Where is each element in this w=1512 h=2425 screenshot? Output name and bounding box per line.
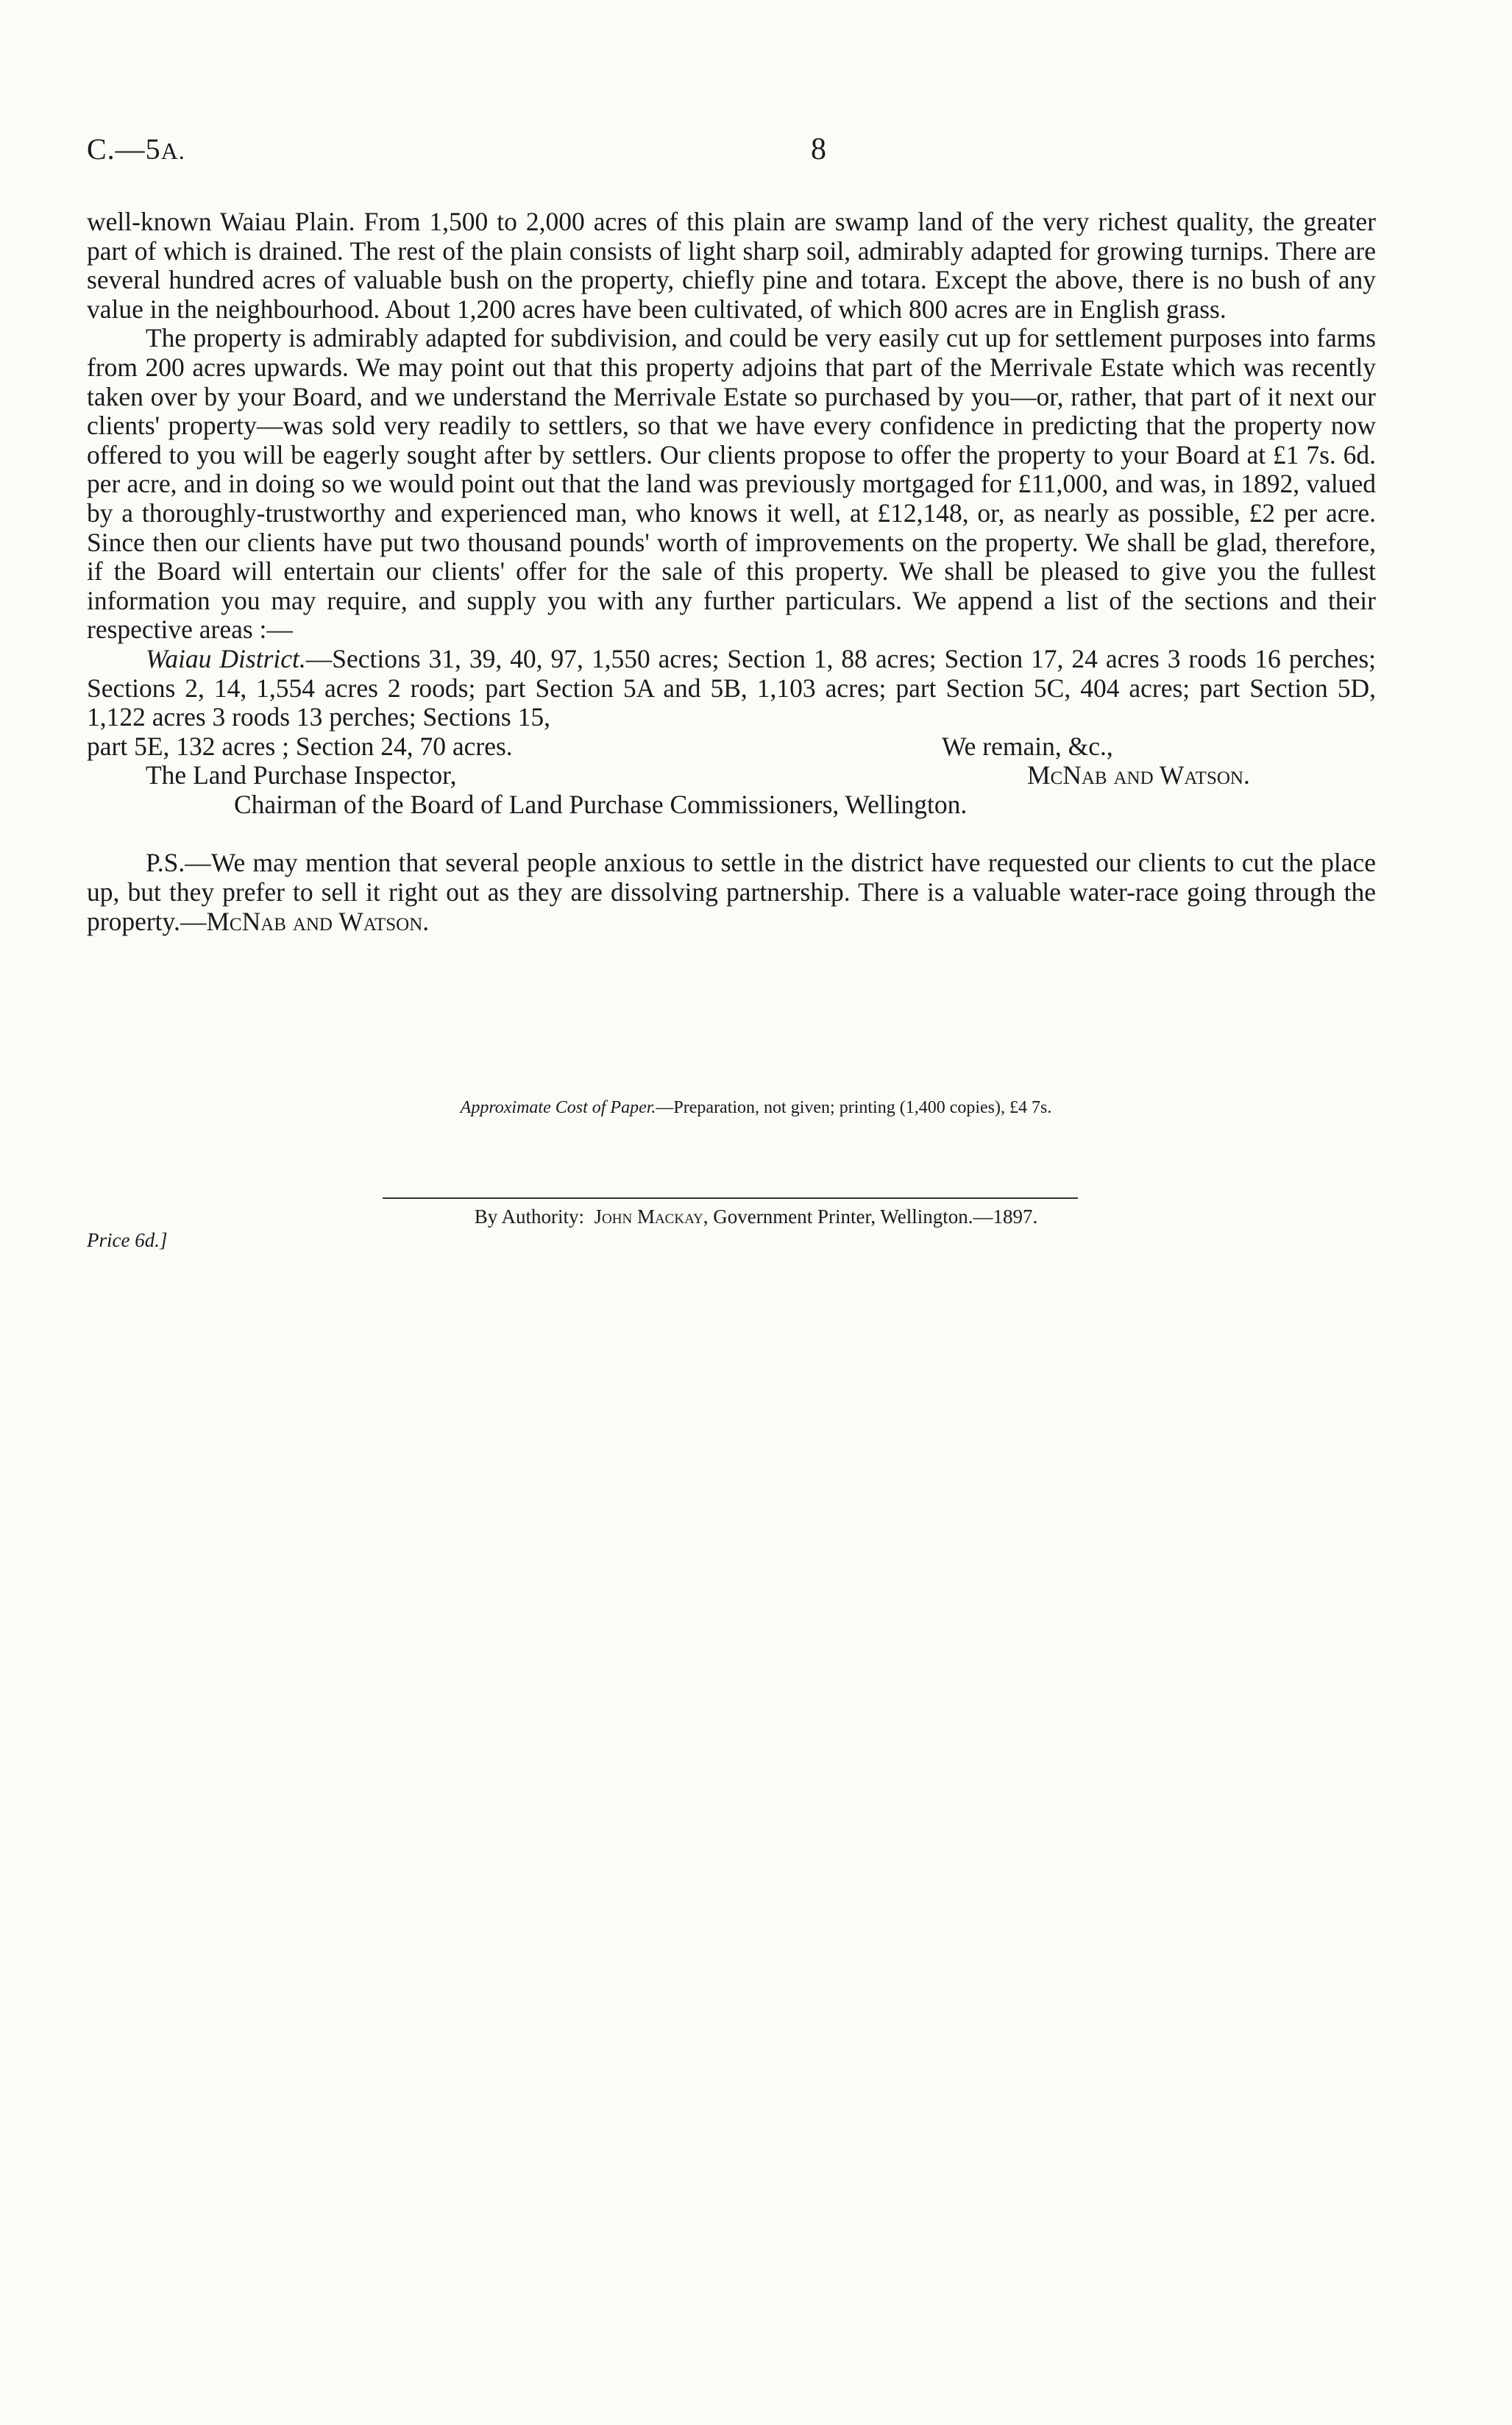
postscript-signature: McNab and Watson. <box>206 906 430 936</box>
recipient: The Land Purchase Inspector, <box>146 760 457 790</box>
sections-closing-line <box>87 732 1376 762</box>
document-reference: C.—5A. <box>87 132 185 166</box>
sections-last-line: part 5E, 132 acres ; Section 24, 70 acres. <box>87 731 513 761</box>
letter-body <box>87 208 1376 936</box>
printer-authority: By Authority: John Mackay, Government Printer, Wellington.—1897. <box>474 1206 1038 1228</box>
paragraph-sections-list: Waiau District.—Sections 31, 39, 40, 97, 1,550 acres; Section 1, 88 acres; Section 17, 24 acres 3 roods 16 perches; Sections 2, 14, 1,554 acres 2 roods; part Section 5A and 5B, 1,103 acres; part Section 5C, 404 acres; part Section 5D, 1,122 acres 3 roods 13 perches; Sections 15, <box>87 643 1377 732</box>
paragraph-waiau-plain: well-known Waiau Plain. From 1,500 to 2,000 acres of this plain are swamp land of the very richest quality, the greater part of which is drained. The rest of the plain consists of light sharp soil, admirably adapted for growing turnips. There are several hundred acres of valuable bush on the property, chiefly pine and totara. Except the above, there is no bush of any value in the neighbourhood. About 1,200 acres have been cultivated, of which 800 acres are in English grass. <box>87 207 1376 324</box>
page-header <box>87 131 1433 175</box>
closing-phrase: We remain, &c., <box>942 731 1113 761</box>
cost-of-paper-note: Approximate Cost of Paper.—Preparation, not given; printing (1,400 copies), £4 7s. <box>460 1098 1052 1117</box>
printer-name: John Mackay <box>594 1206 703 1228</box>
chairman-title: Chairman of the Board of Land Purchase Commissioners, Wellington. <box>234 789 968 819</box>
recipient-line <box>87 761 1376 790</box>
page-number: 8 <box>811 132 826 166</box>
price-label: Price 6d.] <box>87 1229 168 1251</box>
district-label: Waiau District. <box>146 643 306 673</box>
signature: McNab and Watson. <box>1027 760 1250 790</box>
postscript: P.S.—We may mention that several people anxious to settle in the district have requested our clients to cut the place up, but they prefer to sell it right out as they are dissolving partnership. There is a valuable water-race going through the property.—McNab and Watson. <box>87 848 1376 936</box>
paragraph-property-offer: The property is admirably adapted for subdivision, and could be very easily cut up for settlement purposes into farms from 200 acres upwards. We may point out that this property adjoins that part of the Merrivale Estate which was recently taken over by your Board, and we understand the Merrivale Estate so purchased by you—or, rather, that part of it next our clients' property—was sold very readily to settlers, so that we have every confidence in predicting that the property now offered to you will be eagerly sought after by settlers. Our clients propose to offer the property to your Board at £1 7s. 6d. per acre, and in doing so we would point out that the land was previously mortgaged for £11,000, and was, in 1892, valued by a thoroughly-trustworthy and experienced man, who knows it well, at £12,148, or, as nearly as possible, £2 per acre. Since then our clients have put two thousand pounds' worth of improvements on the property. We shall be glad, therefore, if the Board will entertain our clients' offer for the sale of this property. We shall be pleased to give you the fullest information you may require, and supply you with any further particulars. We append a list of the sections and their respective areas :— <box>87 323 1376 645</box>
chairman-line <box>87 790 1376 820</box>
footer-rule <box>383 1197 1078 1199</box>
